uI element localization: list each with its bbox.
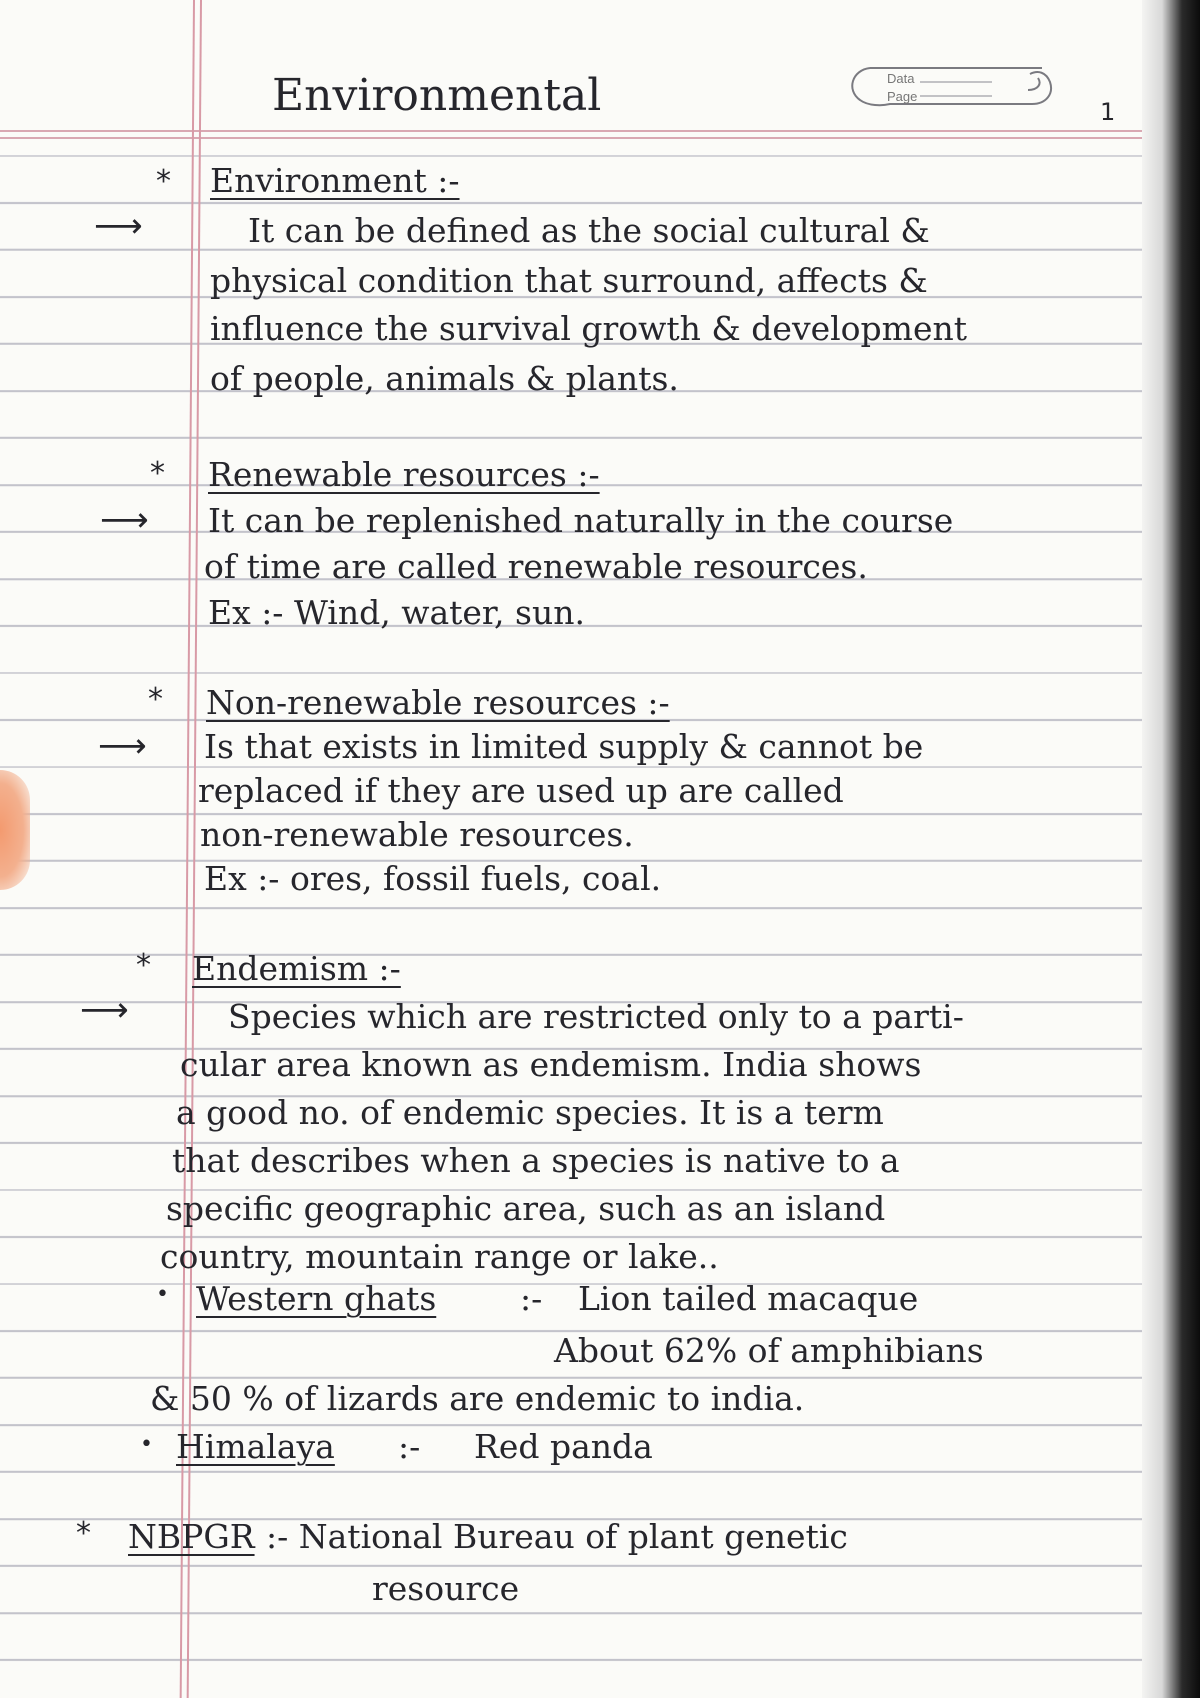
star-marker-renewable: * bbox=[150, 456, 165, 491]
non-renewable-line-2: replaced if they are used up are called bbox=[198, 771, 844, 810]
date-page-stamp bbox=[842, 60, 1062, 116]
stamp-label-date: Data bbox=[887, 71, 915, 86]
himalaya-value: Red panda bbox=[474, 1427, 653, 1466]
star-marker-non-renewable: * bbox=[148, 682, 163, 717]
header-rule-bottom bbox=[0, 137, 1142, 139]
star-marker-environment: * bbox=[156, 164, 171, 199]
bullet-western-ghats: • bbox=[156, 1282, 169, 1307]
arrow-marker-endemism: ⟶ bbox=[80, 990, 129, 1030]
heading-non-renewable: Non-renewable resources :- bbox=[206, 683, 670, 722]
western-ghats-line-2: About 62% of amphibians bbox=[554, 1331, 984, 1370]
heading-environment: Environment :- bbox=[210, 161, 460, 200]
page-number: 1 bbox=[1100, 98, 1116, 126]
star-marker-nbpgr: * bbox=[76, 1516, 91, 1551]
arrow-marker-environment: ⟶ bbox=[94, 206, 143, 246]
environment-line-3: influence the survival growth & development bbox=[210, 309, 968, 348]
header-rule-top bbox=[0, 130, 1142, 132]
nbpgr-line-1: :- National Bureau of plant genetic bbox=[266, 1517, 848, 1556]
himalaya-separator: :- bbox=[398, 1427, 421, 1466]
page-title: Environmental bbox=[272, 70, 602, 121]
stamp-outline-icon bbox=[842, 60, 1062, 116]
arrow-marker-renewable: ⟶ bbox=[100, 500, 149, 540]
nbpgr-line-2: resource bbox=[372, 1569, 520, 1608]
endemism-line-1: Species which are restricted only to a parti- bbox=[228, 997, 964, 1036]
environment-line-1: It can be defined as the social cultural & bbox=[248, 211, 930, 250]
western-ghats-separator: :- bbox=[520, 1279, 543, 1318]
western-ghats-value: Lion tailed macaque bbox=[578, 1279, 919, 1318]
bullet-himalaya: • bbox=[140, 1432, 153, 1457]
heading-nbpgr: NBPGR bbox=[128, 1517, 255, 1556]
renewable-line-2: of time are called renewable resources. bbox=[204, 547, 868, 586]
renewable-line-3: Ex :- Wind, water, sun. bbox=[208, 593, 585, 632]
endemism-line-6: country, mountain range or lake.. bbox=[160, 1237, 719, 1276]
non-renewable-line-4: Ex :- ores, fossil fuels, coal. bbox=[204, 859, 662, 898]
stamp-label-page: Page bbox=[887, 89, 918, 104]
star-marker-endemism: * bbox=[136, 948, 151, 983]
arrow-marker-non-renewable: ⟶ bbox=[98, 726, 147, 766]
page-edge-shadow bbox=[1142, 0, 1200, 1698]
endemism-line-4: that describes when a species is native to a bbox=[172, 1141, 900, 1180]
himalaya-label: Himalaya bbox=[176, 1427, 335, 1466]
environment-line-2: physical condition that surround, affects & bbox=[210, 261, 928, 300]
renewable-line-1: It can be replenished naturally in the course bbox=[208, 501, 954, 540]
heading-endemism: Endemism :- bbox=[192, 949, 401, 988]
western-ghats-label: Western ghats bbox=[196, 1279, 437, 1318]
western-ghats-line-3: & 50 % of lizards are endemic to india. bbox=[150, 1379, 805, 1418]
endemism-line-2: cular area known as endemism. India shows bbox=[180, 1045, 922, 1084]
binding-shadow bbox=[0, 770, 30, 890]
non-renewable-line-1: Is that exists in limited supply & cannot be bbox=[204, 727, 924, 766]
endemism-line-3: a good no. of endemic species. It is a term bbox=[176, 1093, 884, 1132]
non-renewable-line-3: non-renewable resources. bbox=[200, 815, 634, 854]
endemism-line-5: specific geographic area, such as an island bbox=[166, 1189, 886, 1228]
heading-renewable: Renewable resources :- bbox=[208, 455, 600, 494]
environment-line-4: of people, animals & plants. bbox=[210, 359, 679, 398]
